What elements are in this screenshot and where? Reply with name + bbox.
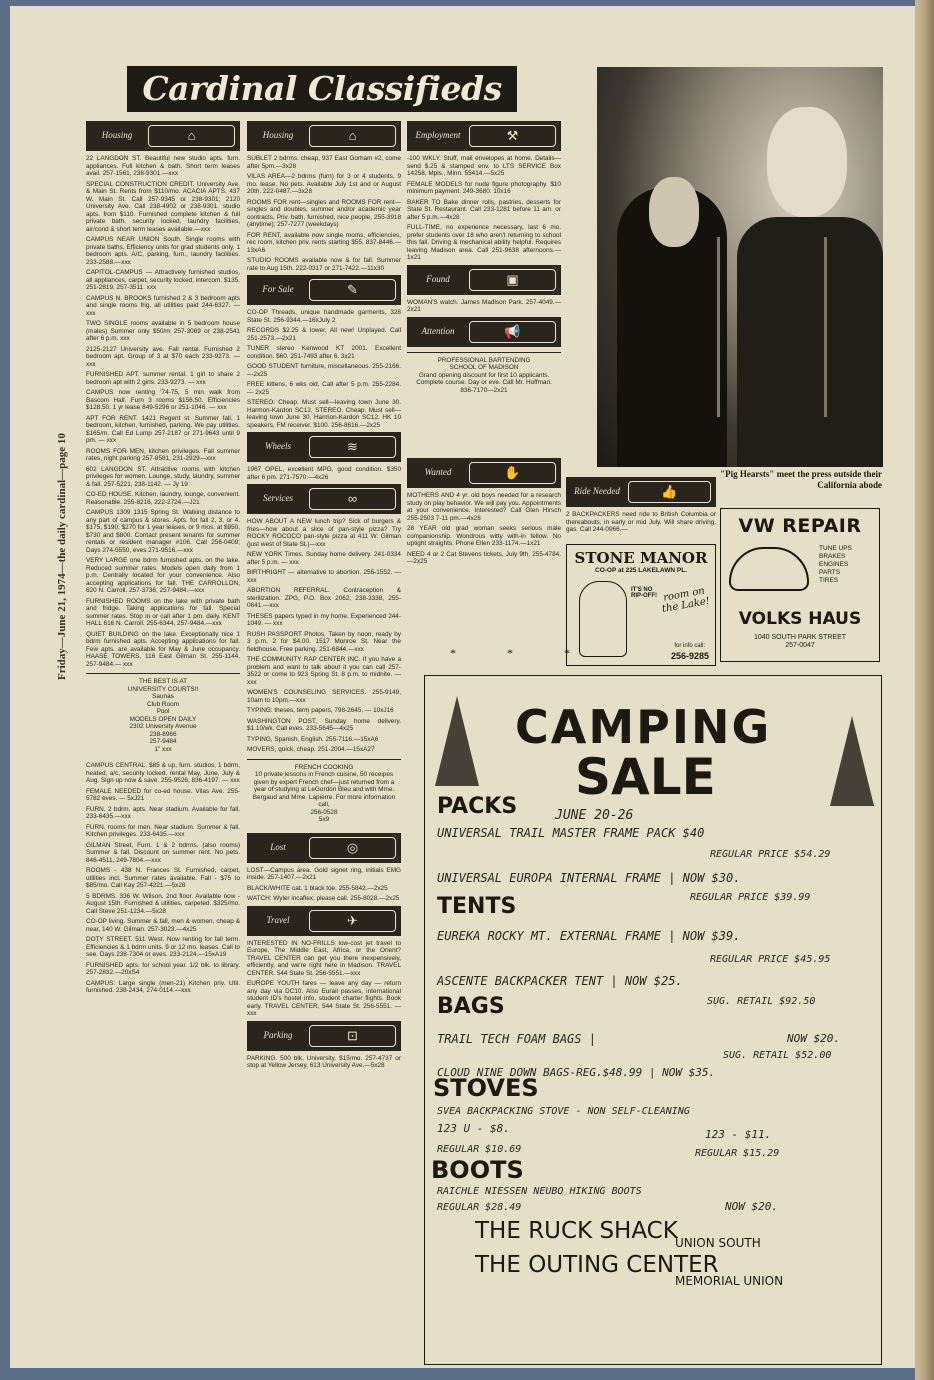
boot-1-regular: REGULAR $28.49 — [437, 1202, 522, 1213]
classified-ad: TUNER stereo Kenwood KT 2001. Excellent condition. $60. 251-7493 after 6. 3x21 — [247, 345, 401, 360]
tent-2: ASCENTE BACKPACKER TENT | NOW $25. — [437, 974, 683, 988]
classified-ad: -100 WKLY. Stuff, mail envelopes at home. Details—send $.25 & stamped env. to LTS SERVICE Box 14258, Mpls., Minn. 55414.—5x25 — [407, 155, 561, 177]
ad-line: THE BEST IS AT — [138, 678, 188, 685]
tents-heading: TENTS — [437, 894, 517, 919]
ad-line: FRENCH COOKING — [294, 763, 354, 771]
boots-heading: BOOTS — [431, 1156, 524, 1184]
ad-line: UNIVERSITY COURTS!! — [127, 685, 199, 693]
vw-phone: 257-0047 — [785, 642, 815, 649]
house-icon: ⌂ — [309, 125, 396, 147]
header-for-sale: For Sale ✎ — [247, 275, 401, 305]
tools-icon: ⚒ — [469, 125, 556, 147]
classified-ad: QUIET BUILDING on the lake. Exceptionally nice 1 bdrm furnished apts. Accepting applications for fall. Few apts. are available for May & June occupancy. HAASE TOWERS, 116 East Gilman St. 255-1144, 257-9484.— xxx — [86, 630, 240, 668]
header-ride-needed: Ride Needed 👍 — [566, 477, 716, 507]
classified-ad: TYPING: theses, term papers, 798-2645. — 10xJ16 — [247, 707, 394, 714]
classified-ad: 602 LANGDON ST. Attractive rooms with kitchen privileges for women. Lounge, study, laundry, summer & fall. 257-5221, 238-1142. — Jy 19 — [86, 465, 240, 488]
classified-ad: CAMPUS now renting '74-75, 5 min walk from Bascom Hall. Furn 3 rooms $156.50. Efficiencies $128.50. 1 yr lease 849-5296 or 251-1046. — xxx — [86, 389, 240, 411]
classified-ad: STEREO. Cheap. Must sell—leaving town June 30. Harmon-Kardon SC12, STEREO. Cheap. Must sell—leaving town June 30. Harmon-Kardon SC12, HK 10 speakers, FM receiver. $100. 256-8616.—2x25 — [247, 399, 401, 429]
ad-line: PROFESSIONAL BARTENDING — [437, 356, 531, 364]
camping-title: CAMPING — [515, 700, 772, 754]
ad-line: 836-7170—2x21 — [460, 386, 508, 394]
classified-ad: 2125-2127 University ave. Fall rental. Furnished 2 bedroom apt. Group of 3 at $70 each 233-9273. — xxx — [86, 345, 240, 368]
pack-1: UNIVERSAL TRAIL MASTER FRAME PACK $40 — [437, 826, 705, 840]
classified-ad: 2 BACKPACKERS need ride to British Columbia or thereabouts, in early or mid July. Will share driving, gas. Call 244-0966.— — [566, 511, 716, 533]
classified-ad: BIRTHRIGHT — alternative to abortion. 255-1552. — xxx — [247, 569, 401, 584]
sale-dates: JUNE 20-26 — [555, 808, 634, 823]
classified-ad: WATCH: Wyler incaflex; please call. 255-8028.—2x25 — [247, 895, 400, 902]
classified-ad: CAMPUS CENTRAL. $85 & up, furn. studios, 1 bdrm, heated, a/c, security locked, rental May, June, July & Aug. Sign up now & save. 255-9526, 836-4197. — xxx — [86, 762, 240, 784]
header-lost: Lost ◎ — [247, 833, 401, 863]
plane-icon: ✈ — [309, 910, 396, 932]
rope-icon: ∞ — [309, 488, 396, 510]
header-employment: Employment ⚒ — [407, 121, 561, 151]
tree-right — [830, 716, 874, 806]
classified-ad: BLACK/WHITE cat. 1 black toe. 255-5842.—2x25 — [247, 884, 388, 892]
vw-repair-ad — [720, 508, 880, 662]
ad-line: 257-9484 — [149, 738, 177, 745]
page-folio: Friday—June 21, 1974—the daily cardinal—page 10 — [56, 433, 68, 680]
maze-icon: ◎ — [309, 837, 396, 859]
classified-ad: 1967 OPEL, excellent MPG, good condition. $350 after 6 pm. 271-7570.—4x26 — [247, 466, 401, 481]
classified-ad: FURNISHED APT. summer rental. 1 girl to share 2 bedroom apt with 2 girls. 233-9273. — xxx — [86, 371, 240, 386]
classified-ad: ABORTION REFERRAL. Contraception & sterilization. ZPG, P.O. Box 2062, 238-3338, 255-0641.—xxx — [247, 587, 401, 609]
bags-heading: BAGS — [437, 994, 505, 1019]
classified-ad: EUROPE YOUTH fares — leave any day — return any day via DC10. Also Eurail passes, international student ID's hostel info, student charter flights. Book early. TRAVEL CENTER, 544 State St. 256-5551. — xxx — [247, 980, 401, 1017]
column-1 — [86, 118, 240, 998]
camping-sale-ad — [424, 675, 882, 1365]
classified-ad: TWO SINGLE rooms available in 5 bedroom house (males) Summer only $50/m 257-3069 or 238-2541 after 6 p.m. xxx — [86, 320, 240, 342]
thumb-icon: 👍 — [628, 481, 711, 503]
header-found: Found ▣ — [407, 265, 561, 295]
bag-1-retail: SUG. RETAIL $52.00 — [723, 1050, 832, 1061]
classified-ad: TYPING, Spanish, English. 255-7116.—15xA6 — [247, 735, 379, 743]
classified-ad: MOTHERS AND 4 yr. old boys needed for a research study on play behavior. We will pay you. Appointments at your convenience. Interested? Call Glen Hirsch 255-2503 7-11 pm.—4x28 — [407, 492, 561, 522]
tent-1: EUREKA ROCKY MT. EXTERNAL FRAME | NOW $39. — [437, 929, 741, 943]
boot-1-now: NOW $20. — [725, 1200, 778, 1213]
header-wanted: Wanted ✋ — [407, 458, 561, 488]
ruck-shack: THE RUCK SHACK — [475, 1218, 678, 1244]
no-ripoff-badge: IT'S NO RIP-OFF! — [631, 587, 657, 599]
stoves-heading: STOVES — [433, 1074, 539, 1102]
vw-service-item: ENGINES — [819, 561, 849, 568]
vw-service-item: PARTS — [819, 569, 841, 576]
divider-stars: * * * — [450, 646, 594, 660]
tag-icon: ✎ — [309, 279, 396, 301]
masthead: Cardinal Classifieds — [127, 66, 517, 112]
classified-ad: STUDIO ROOMS available now & for fall. Summer rate to Aug 15th. 222-0317 or 271-7422.—11x30 — [247, 257, 401, 272]
classified-ad: CO-OP living. Summer & fall, men & women, cheap & near, 140 W. Gilman. 257-3023.—4x25 — [86, 918, 240, 933]
classified-ad: INTERESTED IN NO-FRILLS low-cost jet travel to Europe, The Middle East, Africa, or the Orient? TRAVEL CENTER can get you there inexpensively, efficiently, and we're right here in Madison. TRAVEL CENTER. 544 State St. 256-5551.—xxx — [247, 939, 401, 977]
classified-ad: VERY LARGE one bdrm furnished apts. on the lake. Reduced summer rates. Models open daily from 1 p.m. Centrally located for your convenience. Also accepting applications for fall. THE CARROLLON, 620 N. Carroll. 257-3736; 257-9484.—xxx — [86, 557, 240, 594]
stove-1b-regular: REGULAR $15.29 — [695, 1148, 780, 1159]
classified-ad: SPECIAL CONSTRUCTION CREDIT. University Ave. & Main St. Rents from $110/mo. ACACIA APTS. 437 W. Main St. Call 257-9345 or 238-9301; 2120 University Ave. Call 238-4902 or 238-9301. studio apts. from $110. Furnished complete kitchen & full private bath, security locked, laundry facilities, air/cond & short term leases available.—xxx — [86, 180, 240, 233]
bag-1: TRAIL TECH FOAM BAGS | — [437, 1032, 596, 1046]
microphones — [717, 237, 827, 417]
classified-ad: NEW YORK Times. Sunday home delivery. 241-0334 after 5 p.m. — xxx — [247, 551, 401, 566]
classified-ad: VILAS AREA—2 bdrms (furn) for 3 or 4 students. 9 mo. lease. No pets. Available July 1st and or August 20th. 222-0487.—3x28 — [247, 173, 401, 195]
info-label: for info call: — [674, 643, 705, 649]
bag-2: CLOUD NINE DOWN BAGS-REG.$48.99 | NOW $35. — [437, 1066, 716, 1079]
header-housing-2: Housing ⌂ — [247, 121, 401, 151]
service-list — [819, 545, 852, 585]
classified-ad: THESES papers typed in my home. Experienced 244-1049. — xxx — [247, 612, 401, 627]
classified-ad: CO-ED HOUSE. Kitchen, laundry, lounge, convenient. Reasonable. 255-8216, 222-2724.—J21 — [86, 491, 240, 506]
box-icon: ▣ — [469, 269, 556, 291]
pack-1-regular: REGULAR PRICE $54.29 — [710, 849, 831, 860]
ad-line: Pool — [156, 708, 170, 715]
ad-line: 256-0528 — [310, 808, 338, 816]
classified-ad: FULL-TIME, no experience necessary, last 6 mo. prefer students over 18 who aren't returning to school this fall. Driving & mechanical ability helpful. Requires leaving Madison area. Call 251-9638 afternoons.— 1x21 — [407, 224, 561, 261]
classified-ad: 5 BDRMS. 336 W. Wilson. 2nd floor. Available now - August 15th. Furnished & utilities, carpeted. $325/mo. Call Steve 251-1234.—5x28 — [86, 892, 240, 915]
ad-line: 10 private lessons in French cuisine, 50 receipes given by expert French chef—just returned from a year of studying at LeGordon Bleu and with Mme. Bergaud and Mme. Lapierre. For more information call, — [252, 771, 396, 808]
ad-line: 2302 University Avenue — [129, 723, 197, 730]
university-courts-ad — [86, 673, 240, 757]
press-photo — [597, 67, 883, 467]
union-south: UNION SOUTH — [675, 1236, 761, 1250]
packs-heading: PACKS — [437, 794, 518, 819]
classified-ad: CAPITOL-CAMPUS — Attractively furnished studios, all appliances, carpet, security locked, intercom. $135. 251-2819, 257-3511. xxx — [86, 269, 240, 291]
classified-ad: FEMALE NEEDED for co-ed house. Vilas Ave. 255-5782 eves. — 5xJ21 — [86, 787, 240, 802]
house-icon: ⌂ — [148, 125, 235, 147]
header-parking: Parking ⊡ — [247, 1021, 401, 1051]
pack-2-regular: REGULAR PRICE $39.99 — [690, 892, 811, 903]
classified-ad: CO-OP Threads, unique handmade garments, 328 State St. 256-9344.—16xJuly 2 — [247, 309, 401, 324]
column-3 — [407, 118, 561, 569]
header-services: Services ∞ — [247, 484, 401, 514]
classified-ad: RUSH PASSPORT Photos. Taken by noon, ready by 3 p.m. 2 for $4.00. 1517 Monroe St. Near the fieldhouse. Free parking. 251-6844.—xxx — [247, 630, 401, 653]
ad-line: SCHOOL OF MADISON — [449, 364, 519, 371]
header-attention: Attention 📢 — [407, 317, 561, 347]
bartending-ad — [407, 352, 561, 399]
ad-line: Grand opening discount for first 10 applicants. Complete course. Day or eve. Call Mr. Hoffman. — [416, 371, 552, 386]
classified-ad: THE COMMUNITY RAP CENTER INC. If you have a problem and want to talk about it you can call 257-3522 or come to 923 Spring St. 8 p.m. to midnite. — xxx — [247, 656, 401, 686]
classified-ad: FREE kittens, 6 wks old. Call after 5 p.m. 255-2284. — 2x25 — [247, 381, 401, 396]
vw-service-item: TUNE UPS — [819, 545, 852, 552]
header-wheels: Wheels ≋ — [247, 432, 401, 462]
outing-center: THE OUTING CENTER — [475, 1252, 719, 1278]
photo-caption: "Pig Hearsts" meet the press outside their California abode — [720, 469, 882, 490]
stone-manor-slogan: room on the Lake! — [661, 585, 711, 616]
woman-head — [649, 177, 699, 247]
classified-ad: ROOMS - 438 N. Frances St. Furnished, carpet, utilities incl. Summer rates available. Fall - $75 to $85/mo. Call Kay 257-4221.—5x28 — [86, 867, 240, 889]
vw-title: VW REPAIR — [738, 515, 862, 537]
ad-line: 238-8966 — [149, 730, 177, 738]
header-travel: Travel ✈ — [247, 906, 401, 936]
classified-ad: GILMAN Street, Furn. 1 & 2 bdrms. (also rooms) Summer & fall. Discount on summer rent. No pets. 846-4511, 249-7804.—xxx — [86, 841, 240, 864]
tent-2-retail: SUG. RETAIL $92.50 — [707, 996, 816, 1007]
classified-ad: BAKER TO Bake dinner rolls, pastries, desserts for State St. Restaurant. Call 233-1281 before 11 am. or after 5 p.m.—4x28 — [407, 198, 561, 221]
boot-1: RAICHLE NIESSEN NEUBO HIKING BOOTS — [437, 1186, 642, 1197]
ad-line: MODELS OPEN DAILY — [129, 715, 197, 723]
classified-ad: GOOD STUDENT furniture, miscellaneous. 255-2166.—2x25 — [247, 363, 401, 378]
vw-address: 1040 SOUTH PARK STREET — [753, 634, 847, 641]
car-icon: ⊡ — [309, 1025, 396, 1047]
stone-manor-sub: CO-OP at 225 LAKELAWN PL. — [595, 567, 687, 574]
ad-line: 1" xxx — [154, 745, 172, 753]
classified-ad: 22 LANGDON ST. Beautiful new studio apts. furn. appliances. Full kitchen & bath. Short term leases avail. 257-1561, 238-9301.—xxx — [86, 155, 240, 177]
classified-ad: SUBLET 2 bdrms. cheap, 937 East Gorham #2, come after 5pm.—3x28 — [247, 155, 401, 170]
sale-title: SALE — [575, 748, 716, 806]
stone-manor-phone: 256-9285 — [670, 651, 709, 661]
classified-ad: FURN. rooms for men. Near stadium. Summer & fall. Kitchen privileges. 233-6435.—xxx — [86, 823, 240, 838]
ad-line: Club Room — [147, 700, 179, 708]
beetle-drawing — [729, 547, 809, 591]
classified-ad: FOR RENT, available now single rooms, efficiencies, rec room, kitchen priv. rents starting $55. 837-8446.— 13xA6 — [247, 231, 401, 254]
classified-ad: HOW ABOUT A NEW lunch trip? Sick of burgers & fries—how about a slice of pan-style pizza? Try ROCKY ROCOCO pan-style pizza at 411 W. Gilman (just west of State St.)—xxx — [247, 518, 401, 548]
stove-1: SVEA BACKPACKING STOVE - NON SELF-CLEANING — [437, 1106, 690, 1117]
classified-ad: LOST—Campus area. Gold signet ring, initials EMG inside. 257-1407.—2x21 — [247, 866, 401, 881]
memorial-union: MEMORIAL UNION — [675, 1274, 784, 1288]
ad-line: 5x9 — [318, 816, 330, 823]
classified-ad: 28 YEAR old grad woman seeks serious male companionship. Wondrous witty with-in fellow. No uptight straights. Phone Ellen 233-1174.—1x21 — [407, 525, 561, 547]
volks-haus: VOLKS HAUS — [738, 609, 862, 629]
megaphone-icon: 📢 — [469, 321, 556, 343]
classified-ad: WOMAN'S watch. James Madison Park. 257-4049.—2x21 — [407, 298, 561, 313]
man-head — [767, 107, 847, 217]
bag-1-now: NOW $20. — [787, 1032, 840, 1045]
classified-ad: APT FOR RENT. 1421 Regent st. Summer fall. 1 bedroom, kitchen, furnished, parking. We pay utilities. $165/m. Call Ed Lump 257-2187 or 271-9643 until 9 pm. — xxx — [86, 414, 240, 444]
classified-ad: FEMALE MODELS for nude figure photography. $10 minimum payment. 249-3680. 10x16 — [407, 180, 561, 195]
header-housing: Housing ⌂ — [86, 121, 240, 151]
classified-ad: ROOMS FOR rent—singles and ROOMS FOR rent—singles and doubles, summer and/or academic year contracts, Priv. bath, furnished, nice people, 255-3918 (anytime); 257-7277 (weekdays) — [247, 198, 401, 228]
classified-ad: FURN. 2 bdrm. apts. Near stadium. Available for fall. 233-6435.—xxx — [86, 805, 240, 820]
classified-ad: FURNISHED apts. for school year. 1/2 blk. to library. 257-2832.—20xS4 — [86, 961, 240, 976]
classified-ad: DOTY STREET. 511 West. Now renting for fall term. Efficiencies & 1 bdrm units. 9 or 12 mo. leases. Call to see. Days 238-7304 or eves. 233-2124.—15xA19 — [86, 936, 240, 958]
tree-left — [435, 696, 479, 786]
ad-line: Saunas — [152, 693, 174, 700]
column-2 — [247, 118, 401, 1073]
classified-ad: CAMPUS: Large single (men-21) Kitchen priv. Util. furnished. 238-2434, 274-0114.—xxx — [86, 979, 240, 994]
classified-ad: MOVERS, quick, cheap. 251-2004.—15xA27 — [247, 746, 375, 753]
classified-ad: WOMEN'S COUNSELING SERVICES. 255-9149, 10am to 10pm.—xxx — [247, 689, 401, 704]
hands-icon: ✋ — [469, 462, 556, 484]
binding-edge — [915, 0, 934, 1380]
classified-ad: ROOMS FOR MEN, kitchen privileges. Fall summer rates, night parking 257-8581, 231-2929—xxx — [86, 447, 240, 462]
stove-1b: 123 - $11. — [705, 1128, 772, 1141]
stone-manor-title: STONE MANOR — [574, 549, 708, 567]
classified-ad: CAMPUS N. BROOKS furnished 2 & 3 bedroom apts and single rooms frig. all utilities paid 244-6327. — xxx — [86, 294, 240, 317]
classified-ad: WASHINGTON POST, Sunday home delivery. $1.10/wk. Call eves. 233-5645—4x25 — [247, 717, 401, 732]
vw-service-item: TIRES — [819, 577, 839, 584]
french-cooking-ad — [247, 759, 401, 828]
vw-service-item: BRAKES — [819, 553, 846, 560]
classified-ad: FURNISHED ROOMS on the lake with private bath and fridge. Taking applications for fall. Special summer rates. Stop in or call after 1 pm. daily. KENT HALL 616 N. Carroll. 255-6344, 257-9484.—xxx — [86, 597, 240, 627]
stove-1a-regular: REGULAR $10.69 — [437, 1144, 522, 1155]
stove-1a: 123 U - $8. — [437, 1122, 510, 1135]
classified-ad: CAMPUS NEAR UNION South. Single rooms with private baths. Efficiency units for grad students only. 1 bedroom apts. A/C, parking, furn., laundry facilities. 233-2588.—xxx — [86, 236, 240, 266]
ride-needed — [566, 474, 716, 537]
tent-1-regular: REGULAR PRICE $45.95 — [710, 954, 831, 965]
classified-ad: NEED 4 or 2 Cat Stevens tickets, July 9th. 255-4784.—2x25 — [407, 550, 561, 565]
pack-2: UNIVERSAL EUROPA INTERNAL FRAME | NOW $30. — [437, 871, 741, 885]
classified-ad: RECORDS $2.25 & lower. All new! Unplayed. Call 251-2573.—2x21 — [247, 327, 401, 342]
wheel-icon: ≋ — [309, 436, 396, 458]
classified-ad: CAMPUS 1309 1315 Spring St. Walking distance to any part of campus & stores. Apts. for fall 2, 3, or 4. $175, $190, $270 for 1 year leases, or 9 mos. at $950, $730 and $800. Contact present tenants for summer rentals or resident manager #106. Call 256-0409; Days 274-5550, eves 271-9516.—xxx — [86, 509, 240, 554]
classified-ad: PARKING. 500 blk. University. $15/mo. 257-4737 or stop at Yellow Jersey. 613 University Ave.—5x28 — [247, 1054, 401, 1069]
